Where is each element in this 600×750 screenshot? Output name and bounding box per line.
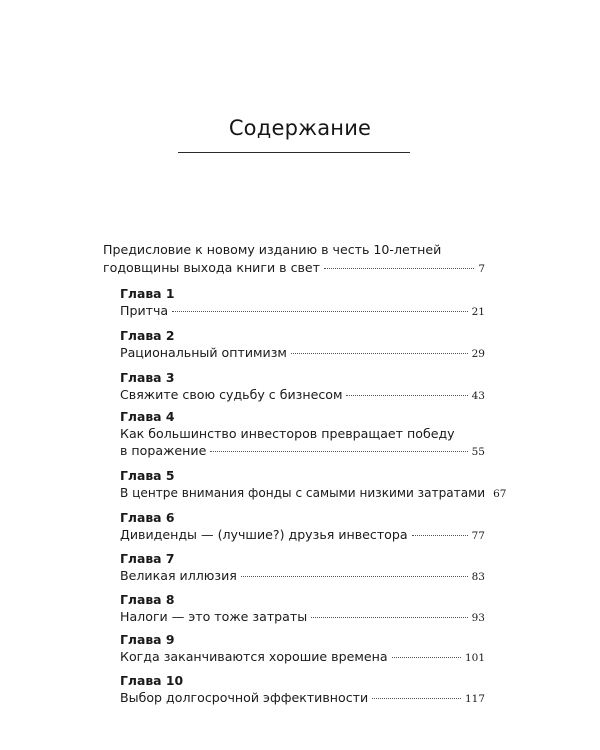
dot-leader	[241, 576, 468, 577]
dot-leader	[210, 451, 467, 452]
page-title: Содержание	[228, 116, 372, 140]
dot-leader	[311, 617, 467, 618]
page-number: 29	[471, 348, 485, 360]
chapter-title: В центре внимания фонды с самыми низкими затратами	[120, 486, 486, 500]
page-number: 77	[471, 530, 485, 542]
chapter-label: Глава 7	[120, 551, 175, 566]
page-number: 43	[471, 390, 485, 402]
toc-entry-chapter-1[interactable]	[120, 302, 485, 321]
chapter-label: Глава 4	[120, 409, 175, 424]
chapter-title: Выбор долгосрочной эффективности	[120, 690, 369, 705]
toc-entry-chapter-7[interactable]	[120, 567, 485, 586]
dot-leader	[412, 535, 468, 536]
page-number: 83	[471, 571, 485, 583]
toc-entry-chapter-3[interactable]	[120, 386, 485, 405]
toc-entry-chapter-6[interactable]	[120, 526, 485, 545]
page-number: 55	[471, 446, 485, 458]
toc-entry-chapter-5[interactable]	[120, 484, 507, 503]
toc-entry-preface[interactable]	[103, 259, 485, 278]
dot-leader	[291, 353, 468, 354]
dot-leader	[346, 395, 467, 396]
chapter-label: Глава 5	[120, 468, 175, 483]
chapter-label: Глава 10	[120, 673, 184, 688]
toc-entry-chapter-8[interactable]	[120, 608, 485, 627]
title-underline	[178, 152, 410, 153]
chapter-title: в поражение	[120, 443, 207, 458]
chapter-title: Притча	[120, 303, 169, 318]
dot-leader	[172, 311, 467, 312]
page-number: 117	[464, 693, 485, 705]
preface-title-line2: годовщины выхода книги в свет	[103, 260, 321, 275]
chapter-label: Глава 2	[120, 328, 175, 343]
toc-entry-chapter-2[interactable]	[120, 344, 485, 363]
chapter-label: Глава 8	[120, 592, 175, 607]
toc-entry-chapter-9[interactable]	[120, 648, 485, 667]
dot-leader	[324, 268, 474, 269]
toc-entry-chapter-10[interactable]	[120, 689, 485, 708]
chapter-label: Глава 9	[120, 632, 175, 647]
page-number: 101	[464, 652, 485, 664]
page-number: 7	[478, 263, 485, 275]
page-number: 67	[493, 488, 507, 500]
toc-entry-chapter-4[interactable]	[120, 442, 485, 461]
page-number: 93	[471, 612, 485, 624]
dot-leader	[372, 698, 461, 699]
chapter-title: Великая иллюзия	[120, 568, 237, 583]
chapter-title: Свяжите свою судьбу с бизнесом	[120, 387, 343, 402]
chapter-title: Налоги — это тоже затраты	[120, 609, 308, 624]
chapter-title: Рациональный оптимизм	[120, 345, 287, 360]
chapter-title: Дивиденды — (лучшие?) друзья инвестора	[120, 527, 408, 542]
page-number: 21	[471, 306, 485, 318]
dot-leader	[392, 657, 461, 658]
chapter-label: Глава 6	[120, 510, 175, 525]
chapter-label: Глава 3	[120, 370, 175, 385]
preface-title-line1: Предисловие к новому изданию в честь 10-летней	[103, 242, 442, 257]
chapter-label: Глава 1	[120, 286, 175, 301]
chapter-title: Когда заканчиваются хорошие времена	[120, 649, 388, 664]
chapter-title-line1: Как большинство инвесторов превращает победу	[120, 426, 455, 441]
